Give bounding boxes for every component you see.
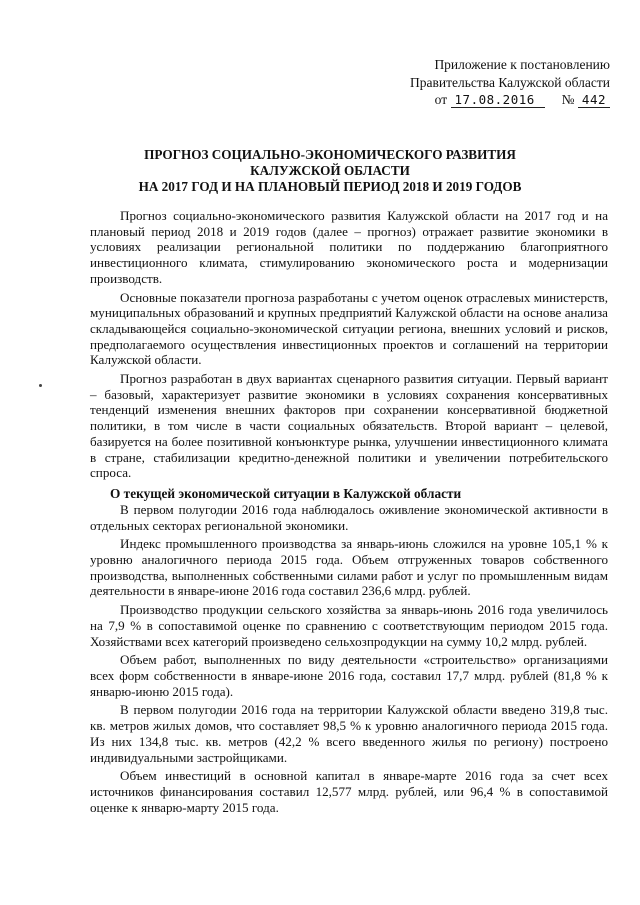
resolution-date: 17.08.2016 (451, 92, 545, 108)
scan-mark (39, 384, 42, 387)
section-heading: О текущей экономической ситуации в Калужской области (110, 485, 462, 501)
title-line-1: ПРОГНОЗ СОЦИАЛЬНО-ЭКОНОМИЧЕСКОГО РАЗВИТИЯ (144, 147, 516, 162)
section-paragraph: Объем работ, выполненных по виду деятельности «строительство» организациями всех форм собственности в январе-июне 2016 года, составил 17,7 млрд. рублей (81,8 % к январю-июню 2015 года). (90, 652, 608, 699)
intro-paragraph: Основные показатели прогноза разработаны с учетом оценок отраслевых министерств, муниципальных образований и крупных предприятий Калужской области на основе анализа складывающейся социально-экономической ситуации региона, внешних условий и рисков, предполагаемого осуществления инвестиционных проектов и соглашений на территории Калужской области. (90, 289, 608, 368)
section-paragraph: Объем инвестиций в основной капитал в январе-марте 2016 года за счет всех источников финансирования составил 12,577 млрд. рублей, или 96,4 % в сопоставимой оценке к январю-марту 2015 года. (90, 768, 608, 815)
appendix-date-line (360, 91, 610, 109)
appendix-line-1: Приложение к постановлению (434, 57, 610, 72)
section-paragraph: В первом полугодии 2016 года наблюдалось оживление экономической активности в отдельных секторах региональной экономики. (90, 501, 608, 533)
intro-paragraph: Прогноз разработан в двух вариантах сценарного развития ситуации. Первый вариант – базовый, характеризует развитие экономики в условиях сохранения консервативных тенденций изменения внешних факторов при сохранении консервативной бюджетной политики, в том числе в части социальных обязательств. Второй вариант – целевой, базируется на более позитивной конъюнктуре рынка, улучшении инвестиционного климата в стране, стабилизации кредитно-денежной политики и увеличении потребительского спроса. (90, 371, 608, 481)
section-paragraph: Производство продукции сельского хозяйства за январь-июнь 2016 года увеличилось на 7,9 % в сопоставимой оценке по сравнению с соответствующим периодом 2015 года. Хозяйствами всех категорий произведено сельхозпродукции на сумму 10,2 млрд. рублей. (90, 602, 608, 649)
number-label: № (561, 92, 575, 107)
section-paragraph: В первом полугодии 2016 года на территории Калужской области введено 319,8 тыс. кв. метров жилых домов, что составляет 98,5 % к уровню аналогичного периода 2015 года. Из них 134,8 тыс. кв. метров (42,2 % всего введенного жилья по региону) построено индивидуальными застройщиками. (90, 702, 608, 765)
title-line-2: КАЛУЖСКОЙ ОБЛАСТИ (250, 163, 410, 178)
document-body (90, 208, 608, 815)
appendix-header (360, 56, 610, 109)
title-line-3: НА 2017 ГОД И НА ПЛАНОВЫЙ ПЕРИОД 2018 И 2019 ГОДОВ (138, 179, 522, 194)
section-paragraph: Индекс промышленного производства за январь-июнь сложился на уровне 105,1 % к уровню аналогичного периода 2015 года. Объем отгруженных товаров собственного производства, выполненных собственными силами работ и услуг по промышленным видам деятельности в январе-июне 2016 года составил 236,6 млрд. рублей. (90, 536, 608, 599)
appendix-line-2: Правительства Калужской области (409, 74, 610, 90)
resolution-number: 442 (578, 92, 610, 108)
intro-paragraph: Прогноз социально-экономического развития Калужской области на 2017 год и на плановый период 2018 и 2019 годов (далее – прогноз) отражает развитие экономики в условиях реализации региональной политики по поддержанию благоприятного инвестиционного климата, стимулированию экономического роста и модернизации производств. (90, 208, 608, 286)
from-label: от (434, 92, 448, 107)
document-title (90, 147, 570, 195)
